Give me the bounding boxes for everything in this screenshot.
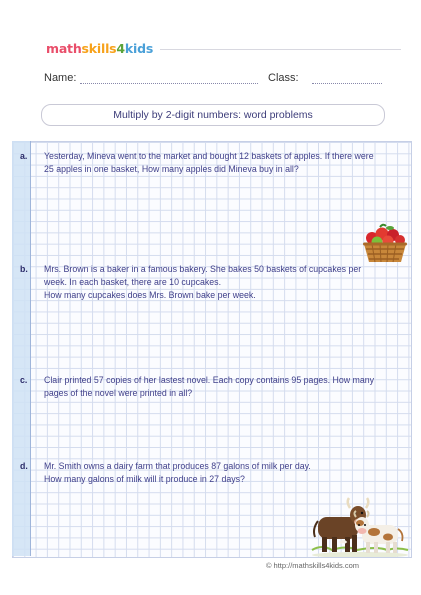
question-line: Mr. Smith owns a dairy farm that produces 87 galons of milk per day. <box>44 461 311 471</box>
name-label: Name: <box>44 72 77 84</box>
name-class-row <box>44 72 391 90</box>
question-c <box>20 374 393 400</box>
margin-band <box>12 141 30 556</box>
class-line[interactable] <box>312 83 382 84</box>
margin-line <box>30 141 31 556</box>
question-line: How many cupcakes does Mrs. Brown bake per week. <box>44 290 256 300</box>
class-label: Class: <box>268 72 299 84</box>
logo-part-math: math <box>46 41 82 56</box>
header-divider <box>160 49 401 50</box>
question-letter: b. <box>20 264 28 274</box>
logo <box>46 40 156 58</box>
logo-part-kids: kids <box>124 41 154 56</box>
question-letter: d. <box>20 461 28 471</box>
logo-part-skills: skills <box>81 41 117 56</box>
footer-copyright: © http://mathskills4kids.com <box>265 561 359 570</box>
logo-part-4: 4 <box>116 41 125 56</box>
question-letter: c. <box>20 375 28 385</box>
question-line: Mrs. Brown is a baker in a famous bakery. She bakes 50 baskets of cupcakes per <box>44 264 362 274</box>
apple-basket-icon <box>360 218 408 266</box>
question-line: Clair printed 57 copies of her lastest novel. Each copy contains 95 pages. How many <box>44 375 375 385</box>
name-line[interactable] <box>80 83 258 84</box>
worksheet-title: Multiply by 2-digit numbers: word problems <box>41 104 385 126</box>
cows-icon <box>310 495 410 557</box>
question-line: pages of the novel were printed in all? <box>44 388 193 398</box>
question-letter: a. <box>20 151 28 161</box>
question-line: How many galons of milk will it produce in 27 days? <box>44 474 245 484</box>
question-d <box>20 460 393 486</box>
question-line: week. In each basket, there are 10 cupcakes. <box>44 277 222 287</box>
question-line: 25 apples in one basket, How many apples did Mineva buy in all? <box>44 164 299 174</box>
question-a <box>20 150 393 176</box>
question-line: Yesterday, Mineva went to the market and bought 12 baskets of apples. If there were <box>44 151 374 161</box>
question-b <box>20 263 393 302</box>
